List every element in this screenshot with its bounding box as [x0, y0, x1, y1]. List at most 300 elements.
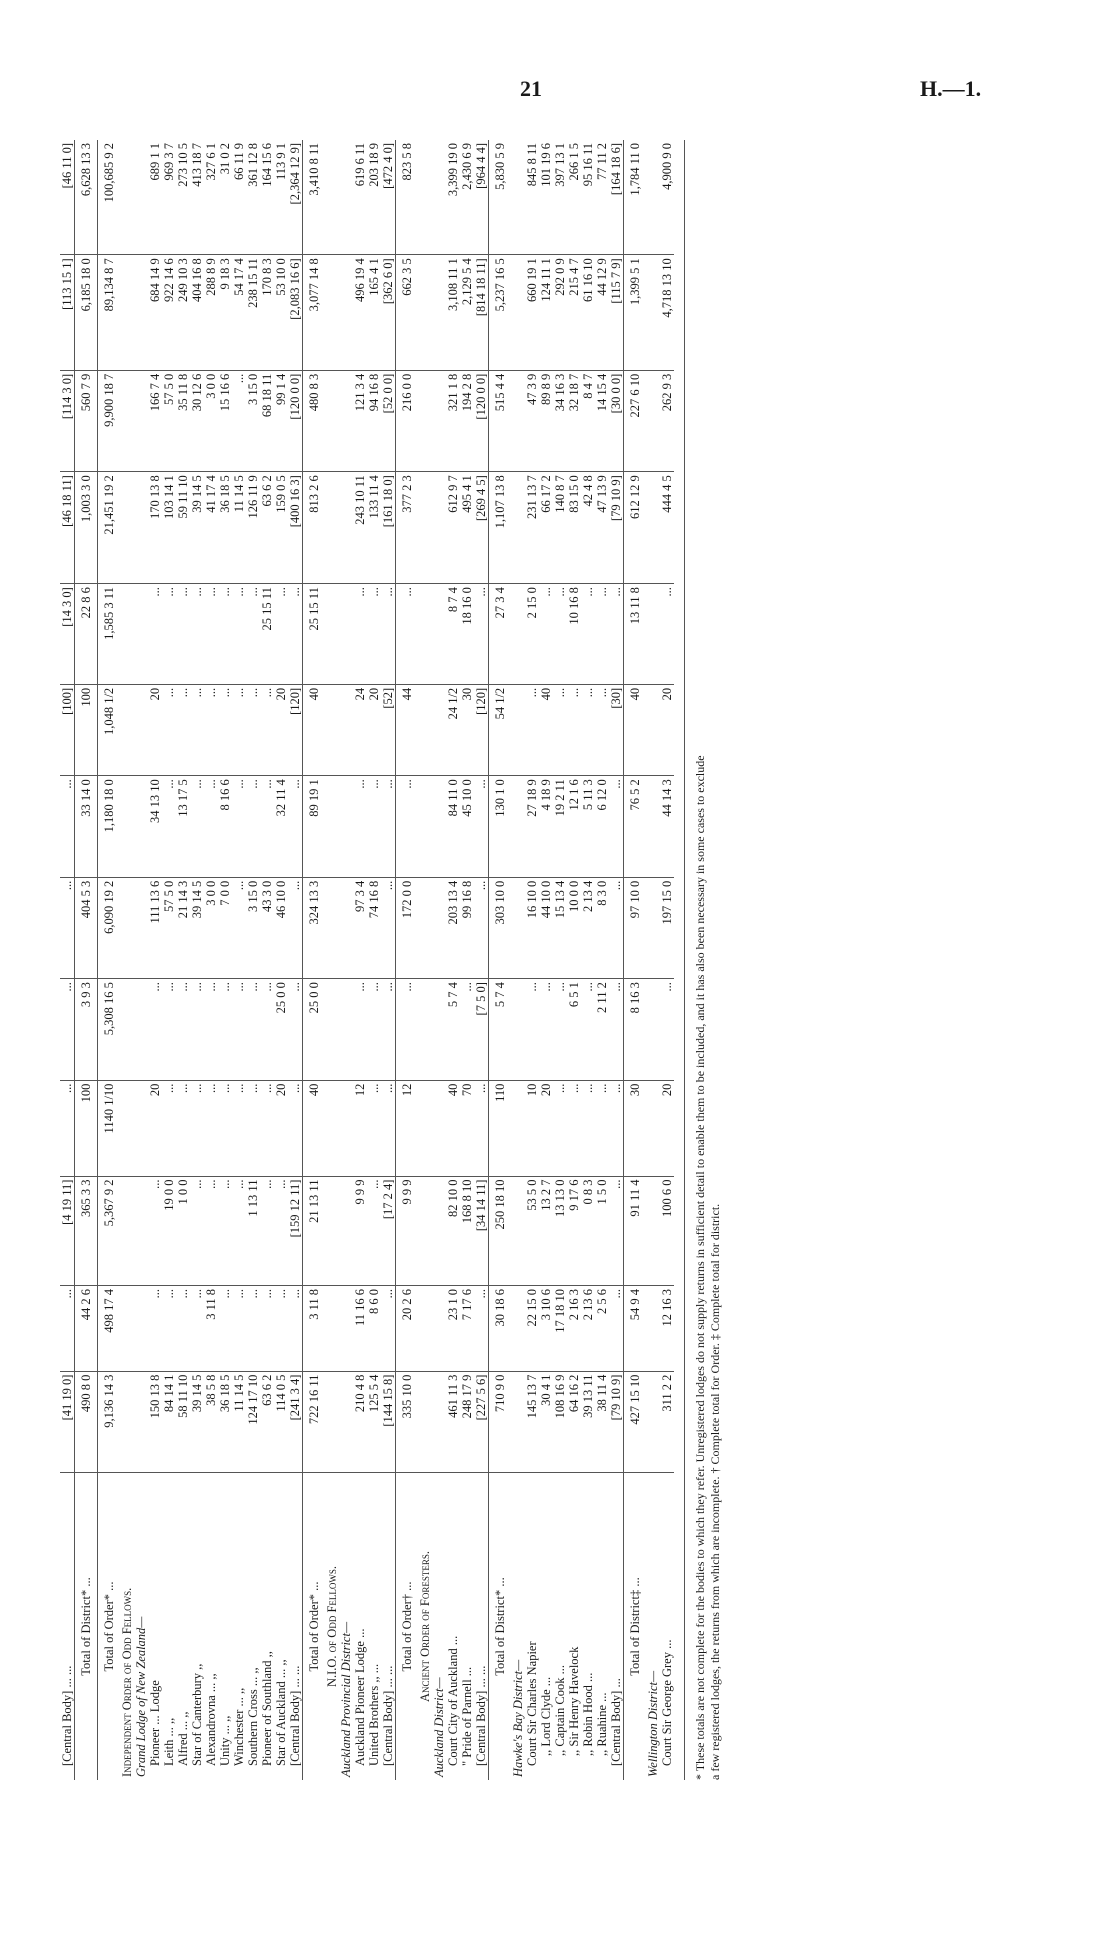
table-cell: 61 16 10	[581, 255, 595, 370]
table-cell: 823 5 8	[396, 140, 419, 255]
table-cell	[646, 776, 660, 877]
table-cell: ...	[162, 684, 176, 775]
table-cell	[432, 255, 446, 370]
table-cell: [159 12 11]	[288, 1176, 303, 1285]
table-cell: ...	[60, 877, 75, 978]
table-cell	[120, 979, 134, 1080]
table-cell	[646, 1285, 660, 1371]
table-cell: 5,308 16 5	[98, 979, 121, 1080]
table-cell: 3,399 19 0	[446, 140, 460, 255]
table-cell: 1 5 0	[595, 1176, 609, 1285]
table-cell	[134, 776, 148, 877]
table-cell: ...	[609, 877, 624, 978]
table-cell: 168 8 10	[460, 1176, 474, 1285]
row-label: Total of Order* ...	[98, 1473, 121, 1781]
table-row	[581, 140, 595, 1780]
table-cell: ...	[162, 979, 176, 1080]
table-cell: [120 0 0]	[474, 370, 489, 471]
table-cell: [164 18 6]	[609, 140, 624, 255]
table-cell: 2 16 3	[567, 1285, 581, 1371]
table-cell: 324 13 3	[303, 877, 326, 978]
table-cell: [2,364 12 9]	[288, 140, 303, 255]
table-cell: 94 16 8	[367, 370, 381, 471]
table-cell: 238 15 11	[246, 255, 260, 370]
table-row	[260, 140, 274, 1780]
table-cell	[120, 1176, 134, 1285]
table-cell: [362 6 0]	[381, 255, 396, 370]
table-cell: 1,784 11 0	[624, 140, 647, 255]
table-cell: ...	[260, 1176, 274, 1285]
table-cell: [241 3 4]	[288, 1371, 303, 1472]
table-cell: ...	[525, 979, 539, 1080]
table-cell	[339, 684, 353, 775]
table-row	[609, 140, 624, 1780]
table-cell: 68 18 11	[260, 370, 274, 471]
table-cell: 170 13 8	[148, 472, 162, 584]
table-cell: 30 4 1	[539, 1371, 553, 1472]
table-cell: 100	[75, 684, 98, 775]
table-cell: 619 6 11	[353, 140, 367, 255]
table-cell: 215 4 7	[567, 255, 581, 370]
table-cell: 99 1 4	[274, 370, 288, 471]
table-cell	[511, 1176, 525, 1285]
table-cell: ...	[474, 1080, 489, 1176]
table-cell	[325, 584, 339, 685]
table-cell: 1,180 18 0	[98, 776, 121, 877]
table-cell: 20	[660, 684, 674, 775]
table-cell: 57 5 0	[162, 877, 176, 978]
table-cell	[511, 1371, 525, 1472]
table-cell: ...	[581, 979, 595, 1080]
table-cell: 108 16 9	[553, 1371, 567, 1472]
table-cell: ...	[367, 1080, 381, 1176]
table-cell: ...	[288, 584, 303, 685]
table-cell: 12 16 3	[660, 1285, 674, 1371]
table-cell: 495 4 1	[460, 472, 474, 584]
table-cell: 111 13 6	[148, 877, 162, 978]
table-cell: 19 2 11	[553, 776, 567, 877]
table-cell: ...	[609, 776, 624, 877]
table-row	[274, 140, 288, 1780]
table-cell: ...	[474, 776, 489, 877]
table-cell: [120]	[474, 684, 489, 775]
table-cell: ...	[148, 584, 162, 685]
table-cell: 13 17 5	[176, 776, 190, 877]
table-cell	[120, 1371, 134, 1472]
row-label: ,, Robin Hood ...	[581, 1672, 595, 1756]
table-cell: 18 16 0	[460, 584, 474, 685]
table-cell: ...	[609, 1080, 624, 1176]
table-cell: 36 18 5	[218, 472, 232, 584]
table-cell	[432, 776, 446, 877]
table-cell: 64 16 2	[567, 1371, 581, 1472]
table-row	[325, 140, 339, 1780]
table-row	[539, 140, 553, 1780]
table-cell: 76 5 2	[624, 776, 647, 877]
table-cell: 377 2 3	[396, 472, 419, 584]
table-cell	[120, 140, 134, 255]
table-cell: ...	[609, 979, 624, 1080]
table-cell	[432, 370, 446, 471]
table-cell	[120, 1080, 134, 1176]
table-cell	[646, 140, 660, 255]
table-cell: [17 2 4]	[381, 1176, 396, 1285]
table-cell: 9 17 6	[567, 1176, 581, 1285]
table-cell: 74 16 8	[367, 877, 381, 978]
table-cell: [14 3 0]	[60, 584, 75, 685]
table-cell	[134, 472, 148, 584]
table-cell: 165 4 1	[367, 255, 381, 370]
table-cell: ...	[288, 1080, 303, 1176]
table-cell: 19 0 0	[162, 1176, 176, 1285]
table-cell: [113 15 1]	[60, 255, 75, 370]
table-cell	[134, 1176, 148, 1285]
table-cell: 404 16 8	[190, 255, 204, 370]
table-cell: 210 4 8	[353, 1371, 367, 1472]
table-cell	[646, 255, 660, 370]
table-cell: 311 2 2	[660, 1371, 674, 1472]
table-cell: 273 10 5	[176, 140, 190, 255]
row-label: Ancient Order of Foresters.	[418, 1550, 432, 1703]
table-cell: 3,108 11 1	[446, 255, 460, 370]
table-cell: ...	[190, 1080, 204, 1176]
table-cell: 164 15 6	[260, 140, 274, 255]
table-cell: 203 13 4	[446, 877, 460, 978]
table-cell: 490 8 0	[75, 1371, 98, 1472]
table-cell: 59 11 10	[176, 472, 190, 584]
table-cell	[432, 472, 446, 584]
table-cell: 20	[660, 1080, 674, 1176]
table-cell: 969 3 7	[162, 140, 176, 255]
table-cell: 63 6 2	[260, 1371, 274, 1472]
friendly-societies-table	[60, 140, 674, 1780]
table-cell: [4 19 11]	[60, 1176, 75, 1285]
table-cell: 11 14 5	[232, 1371, 246, 1472]
table-cell: 27 18 9	[525, 776, 539, 877]
table-cell: ...	[246, 684, 260, 775]
table-cell: 5,830 5 9	[489, 140, 512, 255]
table-cell: 5 11 3	[581, 776, 595, 877]
table-cell: 303 10 0	[489, 877, 512, 978]
table-cell: 515 4 4	[489, 370, 512, 471]
table-cell: 33 14 0	[75, 776, 98, 877]
table-cell: 126 11 9	[246, 472, 260, 584]
table-cell: 99 16 8	[460, 877, 474, 978]
table-cell: 813 2 6	[303, 472, 326, 584]
table-cell	[339, 370, 353, 471]
table-cell: 203 18 9	[367, 140, 381, 255]
table-cell: 3 10 6	[539, 1285, 553, 1371]
table-cell: ...	[274, 1285, 288, 1371]
row-label: Grand Lodge of New Zealand—	[134, 1616, 148, 1777]
table-cell	[646, 1176, 660, 1285]
row-label: Total of District‡ ...	[624, 1473, 647, 1781]
table-cell: 6,090 19 2	[98, 877, 121, 978]
table-cell: 47 3 9	[525, 370, 539, 471]
table-cell	[325, 1080, 339, 1176]
table-cell: 84 14 1	[162, 1371, 176, 1472]
table-cell: 612 12 9	[624, 472, 647, 584]
table-cell	[339, 1080, 353, 1176]
table-cell: ...	[232, 1176, 246, 1285]
table-cell: 82 10 0	[446, 1176, 460, 1285]
table-cell: 1,399 5 1	[624, 255, 647, 370]
table-cell: [120]	[288, 684, 303, 775]
table-cell: [79 10 9]	[609, 1371, 624, 1472]
table-cell: 150 13 8	[148, 1371, 162, 1472]
table-cell: [120 0 0]	[288, 370, 303, 471]
table-cell: ...	[595, 684, 609, 775]
table-cell	[339, 472, 353, 584]
table-cell: ...	[218, 1080, 232, 1176]
table-cell	[325, 1371, 339, 1472]
table-cell: 35 11 8	[176, 370, 190, 471]
table-cell: 63 6 2	[260, 472, 274, 584]
row-label: ,, Lord Clyde ...	[539, 1676, 553, 1756]
table-cell: 3 0 0	[204, 877, 218, 978]
table-cell: 124 17 10	[246, 1371, 260, 1472]
table-cell: 4 18 9	[539, 776, 553, 877]
table-cell: 3,410 8 11	[303, 140, 326, 255]
table-cell: 46 10 0	[274, 877, 288, 978]
table-cell: 2,430 6 9	[460, 140, 474, 255]
table-cell: 101 19 6	[539, 140, 553, 255]
row-label: Auckland District—	[432, 1677, 446, 1777]
table-row	[418, 140, 432, 1780]
table-cell: ...	[353, 979, 367, 1080]
table-cell: 44	[396, 684, 419, 775]
table-cell: 684 14 9	[148, 255, 162, 370]
table-cell: 32 11 4	[274, 776, 288, 877]
table-cell: ...	[525, 684, 539, 775]
table-cell: ...	[218, 684, 232, 775]
table-cell: 7 17 6	[460, 1285, 474, 1371]
table-cell	[325, 684, 339, 775]
table-cell: 662 3 5	[396, 255, 419, 370]
table-cell: 32 18 7	[567, 370, 581, 471]
table-cell: 40	[446, 1080, 460, 1176]
table-cell: ...	[260, 684, 274, 775]
table-cell: ...	[232, 979, 246, 1080]
row-label: Total of District* ...	[489, 1473, 512, 1781]
table-cell	[134, 370, 148, 471]
table-cell: 84 11 0	[446, 776, 460, 877]
row-label: [Central Body] ... ...	[60, 1665, 74, 1766]
table-cell: 5 7 4	[489, 979, 512, 1080]
table-cell	[511, 1080, 525, 1176]
table-cell: ...	[353, 776, 367, 877]
table-cell	[432, 1080, 446, 1176]
table-cell: 1 0 0	[176, 1176, 190, 1285]
table-row	[432, 140, 446, 1780]
table-cell	[646, 979, 660, 1080]
table-cell: ...	[176, 684, 190, 775]
table-cell: ...	[367, 1176, 381, 1285]
row-label: Alexandrovna ... ,,	[204, 1673, 218, 1766]
table-cell: ...	[595, 584, 609, 685]
table-cell: ...	[246, 979, 260, 1080]
table-cell	[134, 979, 148, 1080]
table-cell: 8 6 0	[367, 1285, 381, 1371]
table-cell: 54 1/2	[489, 684, 512, 775]
table-cell: 31 0 2	[218, 140, 232, 255]
table-cell: ...	[218, 584, 232, 685]
table-cell: 23 1 0	[446, 1285, 460, 1371]
table-cell: ...	[190, 979, 204, 1080]
table-cell: 1,048 1/2	[98, 684, 121, 775]
table-cell: 248 17 9	[460, 1371, 474, 1472]
table-cell: ...	[539, 979, 553, 1080]
table-cell: ...	[567, 684, 581, 775]
table-cell: 44 14 3	[660, 776, 674, 877]
table-row	[98, 140, 121, 1780]
table-cell: ...	[204, 776, 218, 877]
table-cell: 39 14 5	[190, 1371, 204, 1472]
table-cell: 45 10 0	[460, 776, 474, 877]
table-cell	[418, 584, 432, 685]
table-cell: ...	[162, 776, 176, 877]
table-cell: [34 14 11]	[474, 1176, 489, 1285]
table-cell: ...	[60, 1285, 75, 1371]
table-cell: ...	[396, 979, 419, 1080]
table-cell: 361 12 8	[246, 140, 260, 255]
table-cell	[646, 684, 660, 775]
table-cell	[418, 1285, 432, 1371]
table-row	[190, 140, 204, 1780]
table-cell: 12	[353, 1080, 367, 1176]
table-cell: 15 13 4	[553, 877, 567, 978]
table-cell: 3 11 8	[303, 1285, 326, 1371]
table-cell: [79 10 9]	[609, 472, 624, 584]
table-cell: 41 17 4	[204, 472, 218, 584]
table-row	[396, 140, 419, 1780]
table-row	[367, 140, 381, 1780]
table-cell: 20 2 6	[396, 1285, 419, 1371]
table-cell: ...	[232, 1080, 246, 1176]
table-cell: 21,451 19 2	[98, 472, 121, 584]
table-cell	[134, 1371, 148, 1472]
table-cell	[134, 684, 148, 775]
table-cell: ...	[660, 979, 674, 1080]
table-cell: 44 2 6	[75, 1285, 98, 1371]
table-cell	[646, 877, 660, 978]
table-cell: 2 13 4	[581, 877, 595, 978]
table-row	[134, 140, 148, 1780]
table-cell: 66 11 9	[232, 140, 246, 255]
table-cell: 480 8 3	[303, 370, 326, 471]
table-cell: 97 10 0	[624, 877, 647, 978]
table-cell: 3 11 8	[204, 1285, 218, 1371]
table-cell: 9 18 3	[218, 255, 232, 370]
table-cell: 133 11 4	[367, 472, 381, 584]
table-cell: 36 18 5	[218, 1371, 232, 1472]
table-cell: 560 7 9	[75, 370, 98, 471]
table-cell	[646, 584, 660, 685]
table-cell: 22 8 6	[75, 584, 98, 685]
table-cell: 53 5 0	[525, 1176, 539, 1285]
table-cell: 496 19 4	[353, 255, 367, 370]
table-cell: ...	[567, 1080, 581, 1176]
table-cell	[134, 1285, 148, 1371]
table-row	[525, 140, 539, 1780]
table-cell: 3 15 0	[246, 370, 260, 471]
table-cell: ...	[176, 979, 190, 1080]
table-cell: [41 19 0]	[60, 1371, 75, 1472]
table-cell: 54 17 4	[232, 255, 246, 370]
table-cell: 47 13 9	[595, 472, 609, 584]
table-cell: ...	[162, 584, 176, 685]
table-cell: ...	[660, 584, 674, 685]
table-cell	[646, 1080, 660, 1176]
table-row	[246, 140, 260, 1780]
table-cell: 40	[539, 684, 553, 775]
table-cell: ...	[204, 979, 218, 1080]
table-cell: 288 8 9	[204, 255, 218, 370]
table-cell: 6 12 0	[595, 776, 609, 877]
table-cell: 42 4 8	[581, 472, 595, 584]
table-cell	[339, 776, 353, 877]
table-cell: ...	[260, 776, 274, 877]
table-cell: 444 4 5	[660, 472, 674, 584]
table-cell: [964 4 4]	[474, 140, 489, 255]
table-cell: 3 15 0	[246, 877, 260, 978]
table-cell: ...	[260, 1080, 274, 1176]
table-cell: ...	[353, 584, 367, 685]
table-cell: 20	[274, 1080, 288, 1176]
table-cell: 166 7 4	[148, 370, 162, 471]
table-cell: 39 14 5	[190, 472, 204, 584]
table-cell: [46 11 0]	[60, 140, 75, 255]
table-cell: 34 16 3	[553, 370, 567, 471]
table-cell: 2 13 6	[581, 1285, 595, 1371]
table-cell: 103 14 1	[162, 472, 176, 584]
table-cell: 722 16 11	[303, 1371, 326, 1472]
table-cell: 17 18 10	[553, 1285, 567, 1371]
table-cell: ...	[609, 584, 624, 685]
table-cell: 121 3 4	[353, 370, 367, 471]
table-cell: ...	[60, 776, 75, 877]
table-cell: [115 7 9]	[609, 255, 624, 370]
row-label: Alfred ... ,,	[176, 1711, 190, 1766]
table-cell: 34 13 10	[148, 776, 162, 877]
table-row	[339, 140, 353, 1780]
table-cell	[325, 255, 339, 370]
table-row	[176, 140, 190, 1780]
row-label: Wellington District—	[646, 1670, 660, 1777]
table-cell	[134, 255, 148, 370]
page-number: 21	[520, 76, 542, 101]
table-cell: 39 13 11	[581, 1371, 595, 1472]
table-cell	[325, 370, 339, 471]
table-cell: ...	[460, 979, 474, 1080]
table-cell: 12	[396, 1080, 419, 1176]
table-cell: 6,185 18 0	[75, 255, 98, 370]
table-cell	[418, 1080, 432, 1176]
table-cell: ...	[274, 584, 288, 685]
table-cell	[325, 776, 339, 877]
table-cell: ...	[396, 776, 419, 877]
row-label: Unity ... ,,	[218, 1715, 232, 1766]
table-cell: 172 0 0	[396, 877, 419, 978]
table-cell: 2 15 0	[525, 584, 539, 685]
table-row	[232, 140, 246, 1780]
table-cell	[120, 472, 134, 584]
page-reference: H.—1.	[920, 76, 982, 101]
row-label: Southern Cross ... ,,	[246, 1667, 260, 1766]
table-cell	[418, 472, 432, 584]
table-cell	[339, 140, 353, 255]
table-cell: 266 1 5	[567, 140, 581, 255]
